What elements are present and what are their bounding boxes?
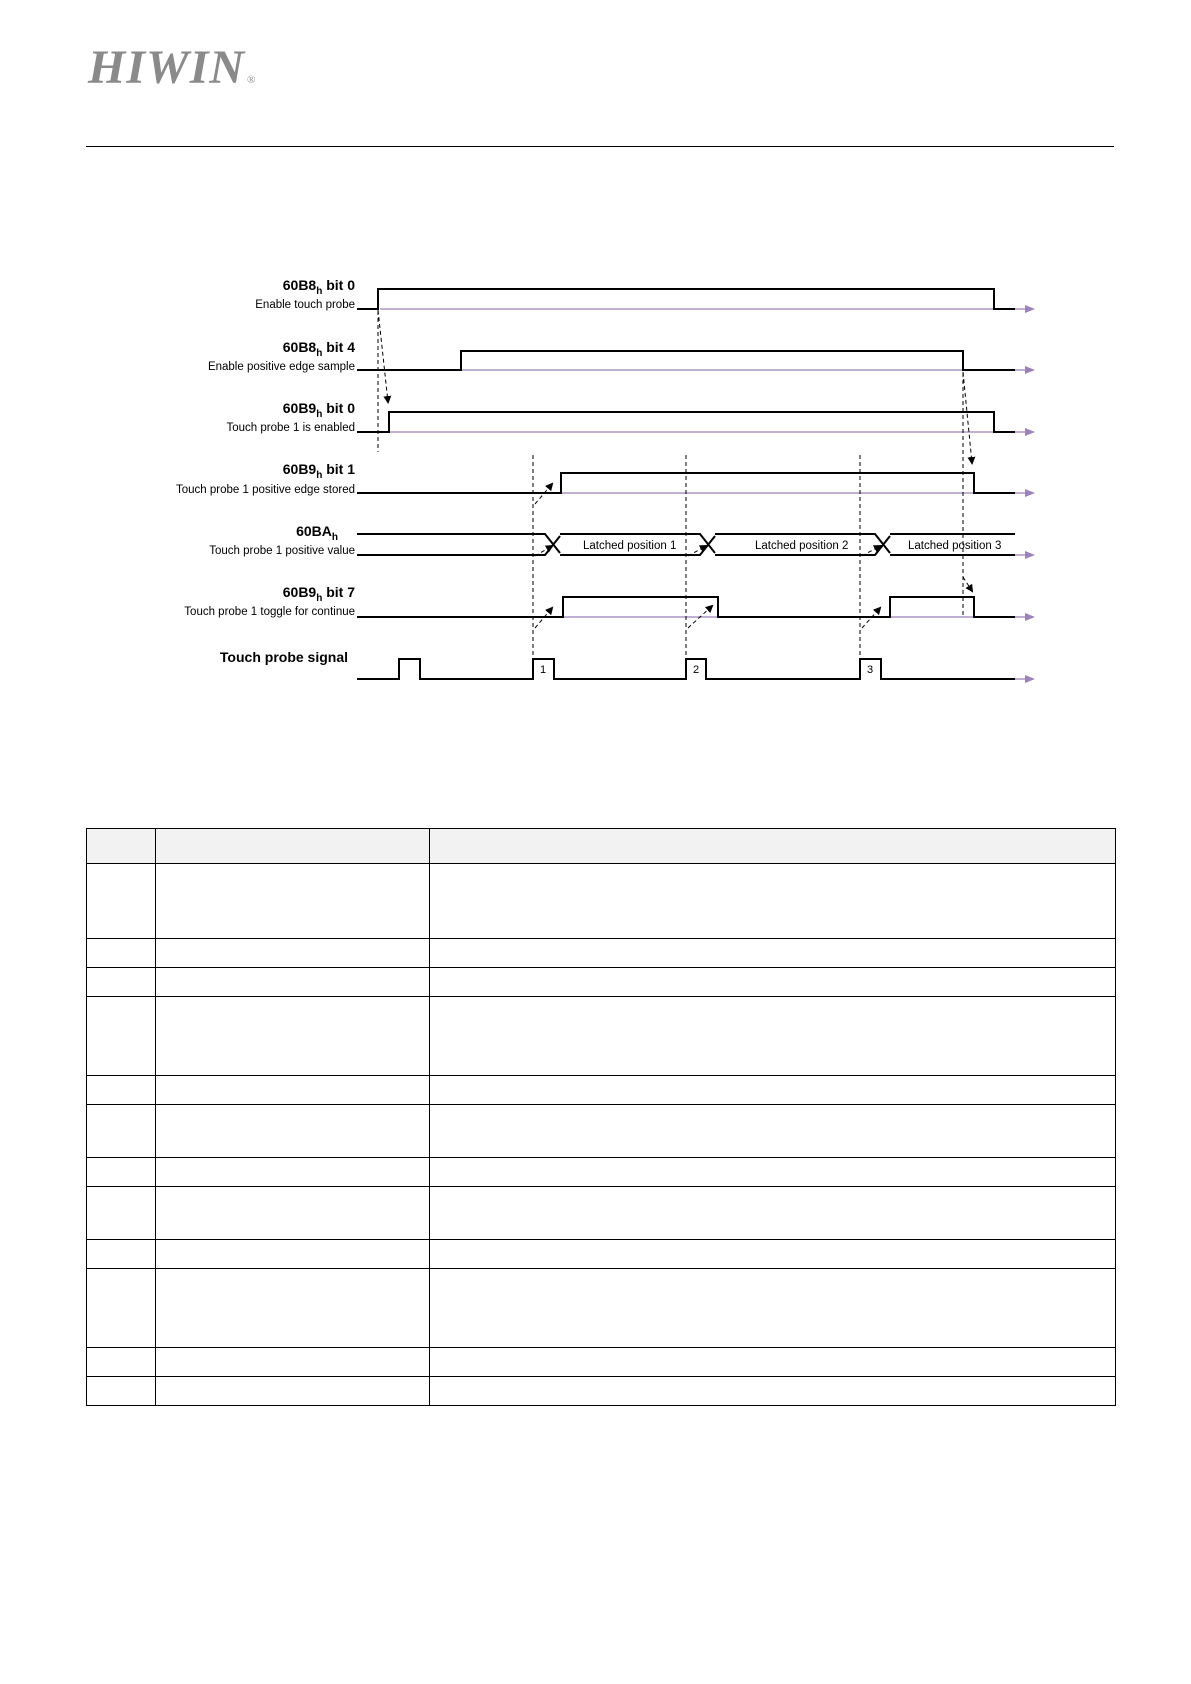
svg-text:60B9h bit 7: $60B9_h$ bit 7 (282, 584, 355, 604)
latched-position-3: Latched position 3 (908, 540, 1002, 552)
table-cell (430, 1269, 1116, 1348)
table-cell (87, 864, 156, 939)
touch-probe-signal-label: Touch probe signal (219, 649, 348, 665)
table-header-cell (87, 829, 156, 864)
table-cell (156, 1377, 430, 1406)
signal-label-60b8-bit4 (208, 339, 355, 373)
table-cell (87, 997, 156, 1076)
table-cell (430, 1105, 1116, 1158)
svg-text:60B9h bit 0: $60B9_h$ bit 0 (282, 400, 355, 420)
table-cell (430, 939, 1116, 968)
table-cell (156, 1240, 430, 1269)
table-row (87, 939, 1116, 968)
svg-text:60BAh: $60BA_h$ (296, 523, 338, 543)
wave-60b8-bit4 (357, 351, 1015, 370)
table-cell (156, 864, 430, 939)
table-row (87, 1240, 1116, 1269)
table-row (87, 1348, 1116, 1377)
signal-label-60b9-bit1 (176, 461, 355, 496)
table-cell (156, 1105, 430, 1158)
table-cell (156, 968, 430, 997)
table-cell (87, 939, 156, 968)
wave-60b8-bit0 (357, 289, 1015, 309)
dashed-guides (378, 290, 963, 660)
wave-touch-probe-signal (357, 659, 1015, 679)
table-cell (87, 1158, 156, 1187)
hiwin-logo: HIWIN ® (88, 41, 257, 94)
table-cell (430, 1240, 1116, 1269)
table-cell (430, 1377, 1116, 1406)
table-cell (87, 1269, 156, 1348)
signal-label-60b9-bit0 (226, 400, 355, 434)
table-cell (430, 864, 1116, 939)
table-cell (430, 1348, 1116, 1377)
table-header-cell (156, 829, 430, 864)
svg-text:Touch probe 1 is enabled: Touch probe 1 is enabled (226, 422, 355, 434)
table-row (87, 968, 1116, 997)
svg-text:Enable positive edge sample: Enable positive edge sample (207, 361, 355, 373)
table-row (87, 1269, 1116, 1348)
table-header-row (87, 829, 1116, 864)
table-cell (87, 1348, 156, 1377)
table-cell (87, 1105, 156, 1158)
svg-text:60B8h bit 4: $60B8_h$ bit 4 (282, 339, 355, 359)
table-row (87, 1105, 1116, 1158)
table-cell (87, 1076, 156, 1105)
parameter-table (86, 828, 1116, 1406)
table-cell (430, 1158, 1116, 1187)
table-cell (156, 1158, 430, 1187)
table-row (87, 864, 1116, 939)
latched-position-1: Latched position 1 (583, 540, 677, 552)
svg-text:Enable touch probe: Enable touch probe (255, 299, 355, 311)
table-row (87, 1076, 1116, 1105)
table-row (87, 1377, 1116, 1406)
table-cell (156, 997, 430, 1076)
latched-position-2: Latched position 2 (755, 540, 849, 552)
table-cell (430, 1076, 1116, 1105)
registered-mark: ® (247, 74, 257, 86)
signal-label-60b8-bit0 (255, 277, 355, 311)
table-row (87, 1158, 1116, 1187)
svg-text:60B8h bit 0: $60B8_h$ bit 0 (282, 277, 355, 297)
table-cell (430, 968, 1116, 997)
timing-diagram (0, 0, 1191, 720)
table-cell (156, 1348, 430, 1377)
table-cell (156, 1076, 430, 1105)
table-cell (87, 1377, 156, 1406)
table-cell (156, 939, 430, 968)
table-row (87, 997, 1116, 1076)
signal-label-60ba (209, 523, 355, 557)
svg-text:Touch probe 1 positive value: Touch probe 1 positive value (209, 545, 355, 557)
svg-text:Touch probe 1 positive edge st: Touch probe 1 positive edge stored (175, 484, 355, 496)
signal-label-60b9-bit7 (184, 584, 355, 618)
table-cell (87, 1187, 156, 1240)
table-cell (156, 1187, 430, 1240)
svg-text:Touch probe 1 toggle for conti: Touch probe 1 toggle for continue (184, 606, 355, 618)
table-cell (430, 1187, 1116, 1240)
pulse-label-2: 2 (693, 664, 700, 676)
table-row (87, 1187, 1116, 1240)
svg-text:60B9h bit 1: $60B9_h$ bit 1 (282, 461, 355, 481)
wave-60b9-bit0 (357, 412, 1015, 432)
wave-60b9-bit7 (357, 597, 1015, 617)
table-cell (430, 997, 1116, 1076)
table-cell (87, 968, 156, 997)
causal-arrows (378, 310, 972, 628)
table-header-cell (430, 829, 1116, 864)
table-cell (87, 1240, 156, 1269)
pulse-label-1: 1 (540, 664, 547, 676)
pulse-label-3: 3 (867, 664, 874, 676)
table-cell (156, 1269, 430, 1348)
